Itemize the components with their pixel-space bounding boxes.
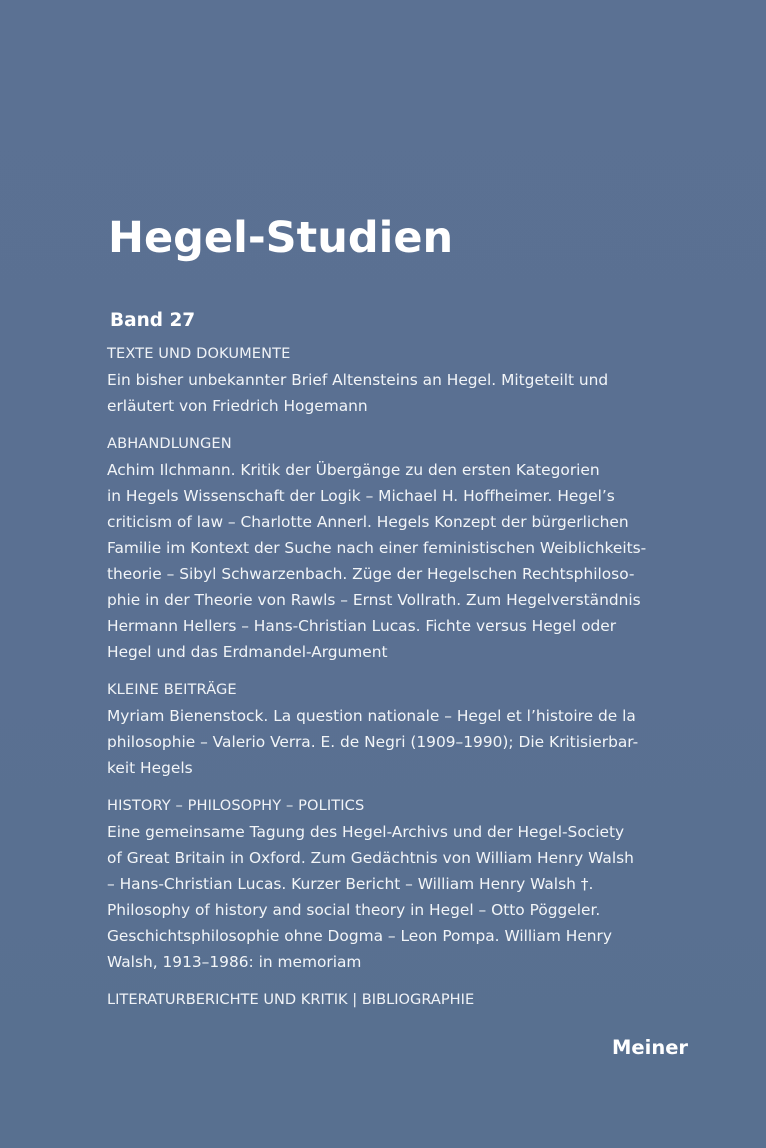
section-line: Walsh, 1913–1986: in memoriam [107, 953, 362, 971]
section-body [107, 367, 707, 419]
section-heading: HISTORY – PHILOSOPHY – POLITICS [107, 797, 365, 814]
literature-bibliography-line: LITERATURBERICHTE UND KRITIK | BIBLIOGRAPHIE [107, 991, 475, 1008]
section-texte-und-dokumente [107, 341, 707, 419]
section-body [107, 819, 707, 975]
section-line: Philosophy of history and social theory in Hegel – Otto Pöggeler. [107, 901, 601, 919]
section-history-philosophy-politics [107, 793, 707, 975]
section-line: theorie – Sibyl Schwarzenbach. Züge der Hegelschen Rechtsphiloso- [107, 565, 635, 583]
section-line: keit Hegels [107, 759, 193, 777]
table-of-contents [107, 341, 707, 1013]
section-abhandlungen [107, 431, 707, 665]
section-body [107, 703, 707, 781]
section-line: criticism of law – Charlotte Annerl. Hegels Konzept der bürgerlichen [107, 513, 629, 531]
section-line: Myriam Bienenstock. La question nationale – Hegel et l’histoire de la [107, 707, 636, 725]
section-line: of Great Britain in Oxford. Zum Gedächtnis von William Henry Walsh [107, 849, 634, 867]
section-line: Eine gemeinsame Tagung des Hegel-Archivs und der Hegel-Society [107, 823, 625, 841]
section-line: Achim Ilchmann. Kritik der Übergänge zu den ersten Kategorien [107, 461, 600, 479]
section-line: Ein bisher unbekannter Brief Altensteins an Hegel. Mitgeteilt und [107, 371, 609, 389]
section-heading: TEXTE UND DOKUMENTE [107, 345, 291, 362]
section-heading: KLEINE BEITRÄGE [107, 681, 237, 698]
section-line: erläutert von Friedrich Hogemann [107, 397, 368, 415]
section-body [107, 457, 707, 665]
volume-number: Band 27 [110, 310, 196, 331]
section-line: Familie im Kontext der Suche nach einer feministischen Weiblichkeits- [107, 539, 647, 557]
section-line: phie in der Theorie von Rawls – Ernst Vollrath. Zum Hegelverständnis [107, 591, 641, 609]
section-line: – Hans-Christian Lucas. Kurzer Bericht – William Henry Walsh †. [107, 875, 594, 893]
section-line: Geschichtsphilosophie ohne Dogma – Leon Pompa. William Henry [107, 927, 612, 945]
section-line: philosophie – Valerio Verra. E. de Negri (1909–1990); Die Kritisierbar- [107, 733, 639, 751]
section-line: Hegel und das Erdmandel-Argument [107, 643, 388, 661]
section-line: in Hegels Wissenschaft der Logik – Michael H. Hoffheimer. Hegel’s [107, 487, 615, 505]
publisher-logo: Meiner [612, 1036, 689, 1059]
section-kleine-beitraege [107, 677, 707, 781]
book-title: Hegel-Studien [108, 213, 454, 263]
section-line: Hermann Hellers – Hans-Christian Lucas. Fichte versus Hegel oder [107, 617, 617, 635]
section-heading: ABHANDLUNGEN [107, 435, 232, 452]
